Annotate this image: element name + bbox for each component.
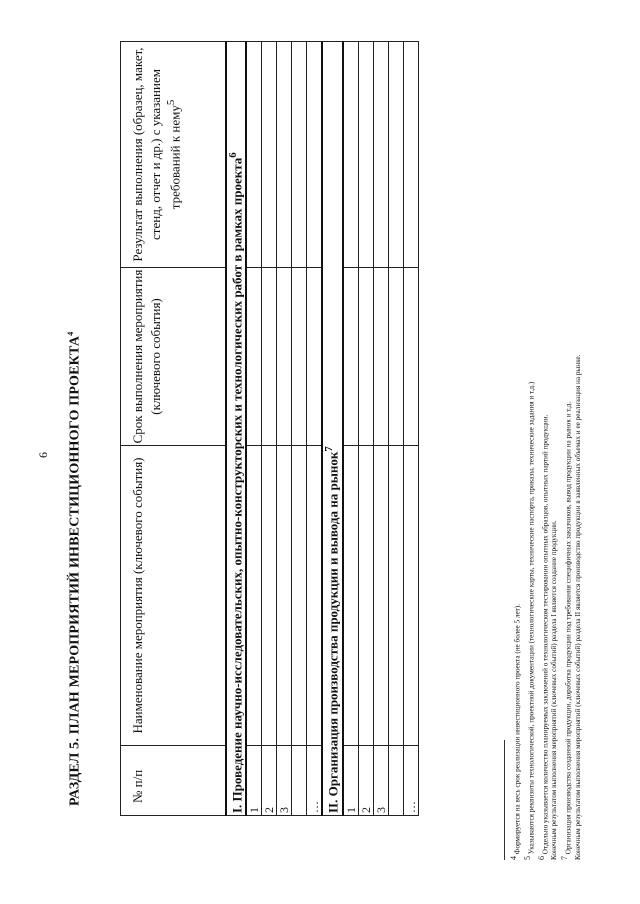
table-row bbox=[403, 42, 418, 816]
table-row bbox=[307, 42, 323, 816]
footnotes bbox=[504, 40, 583, 860]
footnote-5 bbox=[523, 40, 537, 860]
section-1-title bbox=[226, 42, 246, 816]
footnote-7 bbox=[560, 40, 574, 860]
section-row-1 bbox=[226, 42, 246, 816]
table-row bbox=[262, 42, 277, 816]
row-number: 3 bbox=[277, 746, 292, 816]
footnote-ref: 7 bbox=[559, 856, 569, 860]
table-row bbox=[373, 42, 388, 816]
section-title bbox=[66, 106, 84, 806]
events-plan-table bbox=[120, 41, 419, 816]
section-1-title-text: I. Проведение научно-исследовательских, опытно-конструкторских и технологических работ в рамках проекта bbox=[229, 157, 245, 813]
section-1-footnote-ref: 6 bbox=[227, 152, 239, 158]
footnote-text: Формируется на весь срок реализации инвестиционного проекта (не более 5 лет). bbox=[513, 604, 522, 855]
table-header-row bbox=[121, 42, 227, 816]
section-title-footnote-ref: 4 bbox=[66, 331, 75, 336]
row-number bbox=[292, 746, 307, 816]
section-2-title bbox=[322, 42, 342, 816]
table-row bbox=[358, 42, 373, 816]
section-2-footnote-ref: 7 bbox=[323, 446, 336, 452]
header-result-text: Результат выполнения (образец, макет, стенд, отчет и др.) с указанием требований к нему bbox=[130, 47, 183, 262]
section-row-2 bbox=[322, 42, 342, 816]
table-row bbox=[343, 42, 359, 816]
footnote-ref: 6 bbox=[536, 856, 546, 860]
header-num: № п/п bbox=[121, 746, 227, 816]
footnote-ref: 5 bbox=[522, 856, 532, 860]
row-number: 1 bbox=[246, 746, 262, 816]
footnote-text: Конечным результатом выполнения мероприятий (ключевых событий) раздела I является создание продукции. bbox=[550, 520, 559, 860]
header-result-footnote-ref: 5 bbox=[165, 99, 178, 106]
section-2-title-text: II. Организация производства продукции и вывода на рынок bbox=[325, 451, 341, 813]
footnote-text: Конечным результатом выполнения мероприятий (ключевых событий) раздела II является производство продукции в заявленных объемах и ее реализация на рынке. bbox=[573, 354, 582, 860]
footnote-6-continued bbox=[550, 40, 559, 860]
footnote-4 bbox=[509, 40, 523, 860]
footnote-text: Указываются реквизиты технологической, проектной документации (технологические карты, технические паспорта, приказы, технические задания и т.д.) bbox=[527, 381, 536, 855]
footnote-ref: 4 bbox=[509, 856, 518, 860]
footnote-divider bbox=[504, 740, 505, 860]
header-deadline: Срок выполнения мероприятия (ключевого события) bbox=[121, 268, 227, 446]
row-number: 2 bbox=[358, 746, 373, 816]
row-number: … bbox=[403, 746, 418, 816]
section-title-text: РАЗДЕЛ 5. ПЛАН МЕРОПРИЯТИЙ ИНВЕСТИЦИОННОГО ПРОЕКТА bbox=[67, 335, 83, 806]
table-row bbox=[277, 42, 292, 816]
footnote-7-continued bbox=[574, 40, 583, 860]
footnote-text: Организация производства созданной продукции, доработка продукции под требования специфичных заказчиков, вывод продукции на рынок и т.д. bbox=[564, 401, 573, 855]
table-row bbox=[388, 42, 403, 816]
table-row bbox=[292, 42, 307, 816]
header-event-name: Наименование мероприятия (ключевого события) bbox=[121, 446, 227, 746]
page-number: 6 bbox=[36, 452, 50, 458]
row-number: 2 bbox=[262, 746, 277, 816]
table-row bbox=[246, 42, 262, 816]
row-number: … bbox=[307, 746, 323, 816]
header-result bbox=[121, 42, 227, 268]
row-number bbox=[388, 746, 403, 816]
row-number: 3 bbox=[373, 746, 388, 816]
footnote-text: Отдельно указывается количество планируемых заключений о технологическом тестировании опытных образцов, опытных партий продукции. bbox=[540, 414, 549, 855]
row-number: 1 bbox=[343, 746, 359, 816]
footnote-6 bbox=[537, 40, 551, 860]
